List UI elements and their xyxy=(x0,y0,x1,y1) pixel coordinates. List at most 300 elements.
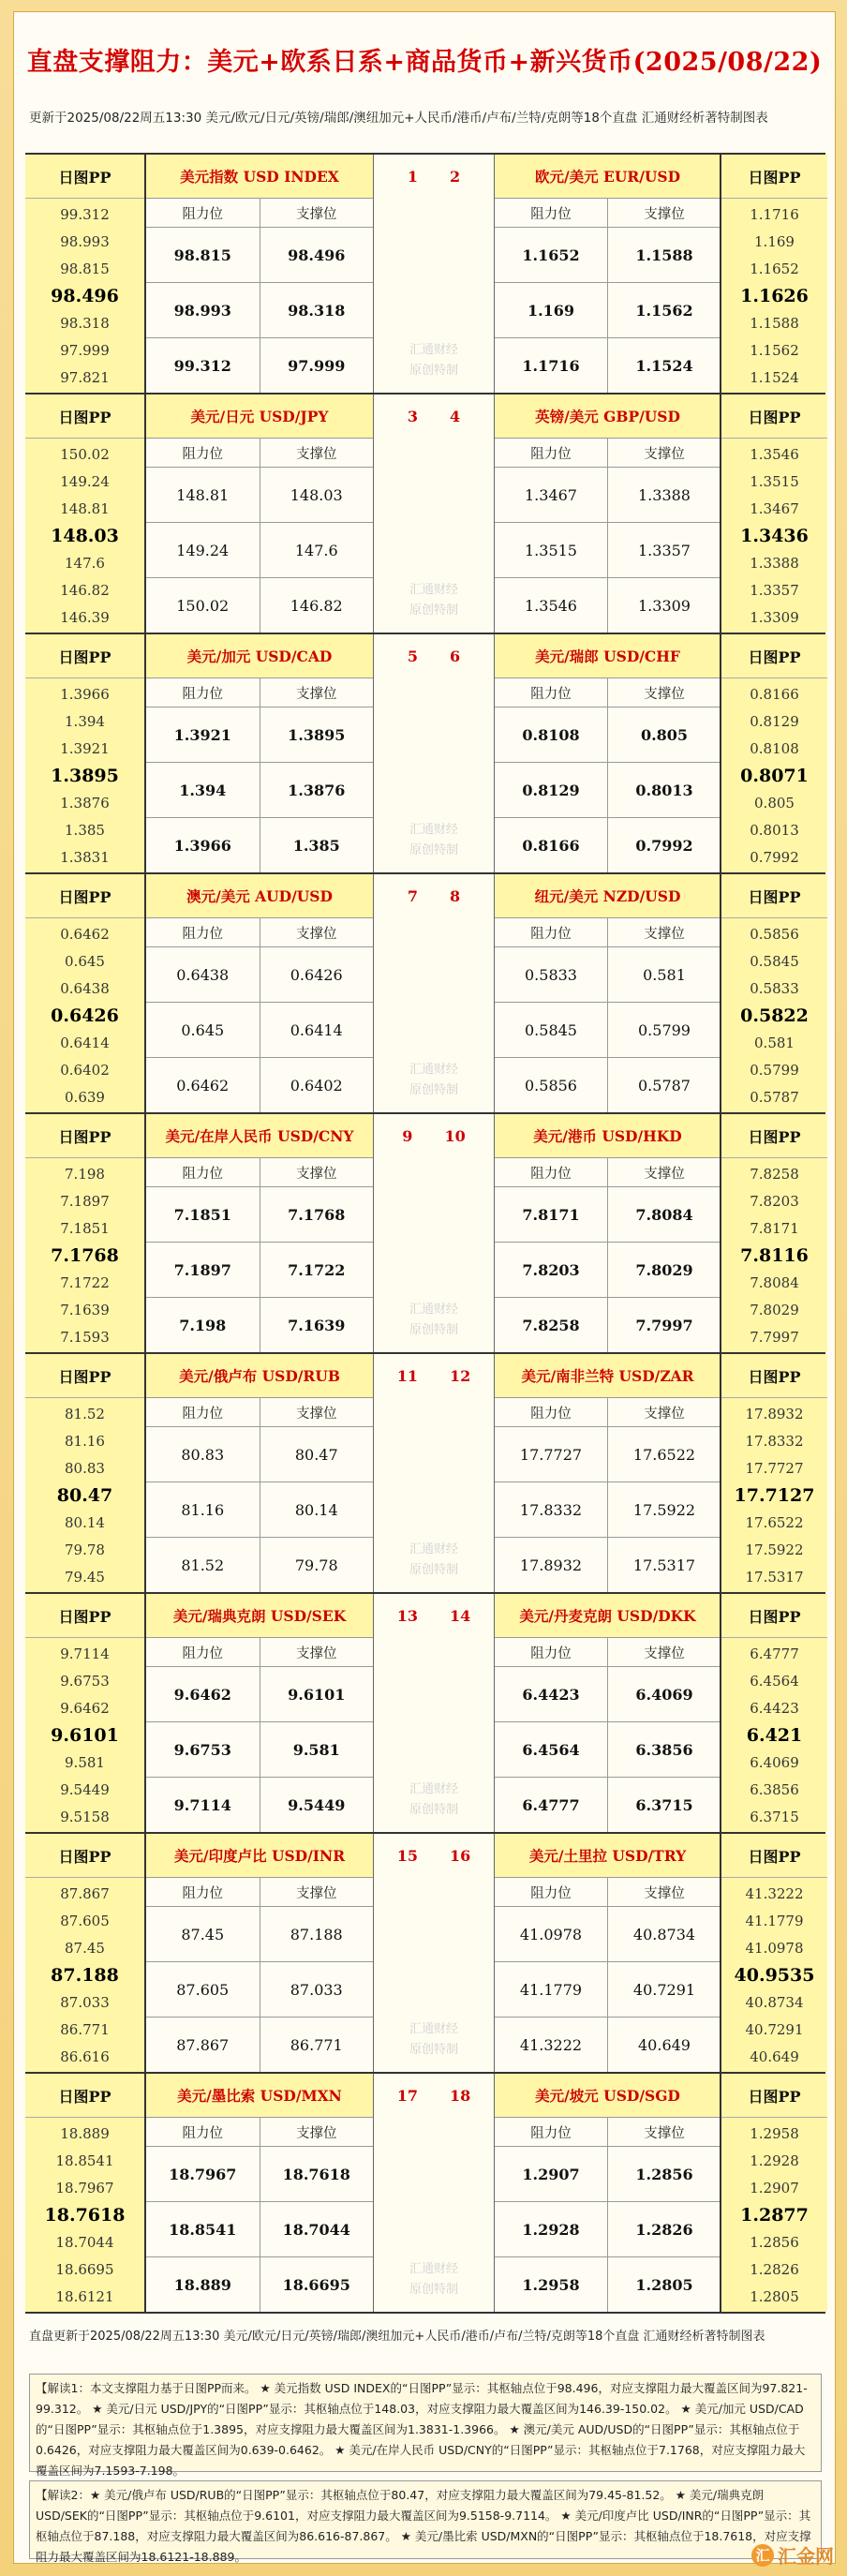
support-value: 7.1768 xyxy=(288,1205,346,1224)
pivot-value: 0.5822 xyxy=(740,1005,809,1026)
level-table-left xyxy=(146,1594,374,1832)
pair-name: 欧元/美元 EUR/USD xyxy=(495,155,721,199)
table-row xyxy=(146,947,373,1003)
resistance-value: 0.5845 xyxy=(495,1003,608,1057)
pp-level: 0.581 xyxy=(754,1034,795,1051)
table-row xyxy=(146,283,373,338)
table-row xyxy=(495,1243,721,1298)
pp-level: 1.3467 xyxy=(750,499,799,517)
pp-level: 1.2907 xyxy=(750,2179,799,2196)
pair-number: 11 xyxy=(396,1366,418,1385)
pair-name: 美元/丹麦克朗 USD/DKK xyxy=(495,1594,721,1638)
pivot-value: 1.2877 xyxy=(740,2204,809,2226)
resistance-value: 0.5856 xyxy=(495,1058,608,1112)
pp-level: 1.3966 xyxy=(60,685,110,703)
table-row xyxy=(495,2257,721,2312)
support-value: 7.8084 xyxy=(635,1205,693,1224)
support-value: 0.7992 xyxy=(635,836,693,855)
pair-name: 美元/港币 USD/HKD xyxy=(495,1114,721,1158)
table-row xyxy=(495,468,721,523)
table-row xyxy=(495,1538,721,1592)
pp-level: 99.312 xyxy=(60,205,110,223)
pp-column-right xyxy=(720,2074,827,2312)
level-table-left xyxy=(146,1114,374,1352)
table-row xyxy=(495,818,721,872)
site-logo xyxy=(751,2541,834,2569)
watermark-text: 原创特制 xyxy=(409,2043,458,2057)
pp-level: 1.3876 xyxy=(60,794,110,812)
pair-name: 美元/日元 USD/JPY xyxy=(146,395,373,439)
table-row xyxy=(495,283,721,338)
pair-block xyxy=(25,393,825,633)
resistance-value: 18.8541 xyxy=(146,2202,260,2256)
pp-level: 1.3921 xyxy=(60,739,110,757)
table-row xyxy=(146,523,373,578)
watermark-text: 汇通财经 xyxy=(409,2262,458,2276)
resistance-value: 98.993 xyxy=(146,283,260,337)
support-header: 支撑位 xyxy=(296,686,337,702)
pp-level: 17.8332 xyxy=(745,1432,804,1450)
pp-level: 6.4777 xyxy=(750,1645,799,1662)
table-header xyxy=(495,439,721,468)
support-header: 支撑位 xyxy=(644,446,685,462)
pair-numbers xyxy=(374,874,494,917)
table-header xyxy=(146,1158,373,1187)
support-value: 9.581 xyxy=(292,1740,340,1759)
resistance-value: 1.2958 xyxy=(495,2257,608,2312)
pp-header: 日图PP xyxy=(25,1354,144,1398)
pair-block xyxy=(25,1112,825,1352)
pp-level: 148.81 xyxy=(60,499,110,517)
pair-number: 6 xyxy=(450,647,461,665)
level-table-left xyxy=(146,874,374,1112)
support-header: 支撑位 xyxy=(644,686,685,702)
watermark xyxy=(374,1540,494,1581)
watermark-text: 汇通财经 xyxy=(409,1542,458,1556)
pp-level: 1.3388 xyxy=(750,554,799,572)
pair-name: 美元/墨比索 USD/MXN xyxy=(146,2074,373,2118)
table-header xyxy=(495,1638,721,1667)
table-row xyxy=(495,1427,721,1482)
resistance-value: 1.3467 xyxy=(495,468,608,522)
pp-column-right xyxy=(720,874,827,1112)
pp-level: 7.1851 xyxy=(60,1219,110,1237)
pp-header: 日图PP xyxy=(25,874,144,918)
support-value: 7.7997 xyxy=(635,1316,693,1334)
resist-header: 阻力位 xyxy=(146,1158,260,1186)
support-header: 支撑位 xyxy=(296,1885,337,1901)
pair-number: 3 xyxy=(407,407,418,425)
pp-level: 1.2856 xyxy=(750,2233,799,2251)
resist-header: 阻力位 xyxy=(495,1878,608,1906)
pp-level: 18.6695 xyxy=(55,2260,114,2278)
watermark-text: 汇通财经 xyxy=(409,1063,458,1077)
support-value: 9.6101 xyxy=(288,1685,346,1704)
support-value: 0.581 xyxy=(643,965,686,984)
resist-header: 阻力位 xyxy=(146,918,260,946)
pp-header: 日图PP xyxy=(25,1834,144,1878)
pair-block xyxy=(25,1352,825,1592)
pp-header: 日图PP xyxy=(721,1834,827,1878)
table-row xyxy=(146,338,373,393)
table-row xyxy=(495,947,721,1003)
support-value: 0.6426 xyxy=(290,965,343,984)
watermark xyxy=(374,580,494,621)
pp-level: 41.0978 xyxy=(745,1939,804,1957)
table-header xyxy=(146,2118,373,2147)
support-value: 7.1722 xyxy=(288,1260,346,1279)
support-header: 支撑位 xyxy=(644,1166,685,1182)
support-value: 86.771 xyxy=(290,2035,343,2054)
resist-header: 阻力位 xyxy=(495,678,608,707)
watermark-text: 原创特制 xyxy=(409,1803,458,1817)
pair-numbers xyxy=(374,1114,494,1157)
watermark-text: 汇通财经 xyxy=(409,1303,458,1317)
pp-column-right xyxy=(720,1114,827,1352)
pp-level: 87.033 xyxy=(60,1993,110,2011)
support-value: 1.385 xyxy=(292,836,340,855)
resistance-value: 1.1716 xyxy=(495,338,608,393)
level-table-right xyxy=(494,1834,721,2072)
table-row xyxy=(146,818,373,872)
pair-number: 17 xyxy=(396,2086,418,2105)
resistance-value: 0.645 xyxy=(146,1003,260,1057)
resistance-value: 1.1652 xyxy=(495,228,608,282)
pp-header: 日图PP xyxy=(721,1354,827,1398)
pp-level: 146.39 xyxy=(60,608,110,626)
resistance-value: 0.8166 xyxy=(495,818,608,872)
table-row xyxy=(146,1778,373,1832)
center-column xyxy=(374,1114,494,1352)
support-value: 98.496 xyxy=(288,246,346,264)
pp-column-right xyxy=(720,1354,827,1592)
resistance-value: 0.6438 xyxy=(146,947,260,1002)
resist-header: 阻力位 xyxy=(146,1638,260,1666)
support-value: 79.78 xyxy=(294,1556,338,1574)
pp-level: 6.4564 xyxy=(750,1672,799,1690)
watermark-text: 汇通财经 xyxy=(409,343,458,357)
resist-header: 阻力位 xyxy=(495,439,608,467)
support-value: 147.6 xyxy=(294,541,338,559)
pivot-value: 40.9535 xyxy=(734,1964,815,1986)
table-header xyxy=(146,439,373,468)
level-table-right xyxy=(494,155,721,393)
pp-level: 40.8734 xyxy=(745,1993,804,2011)
level-table-right xyxy=(494,1114,721,1352)
pp-level: 17.5317 xyxy=(745,1568,804,1586)
pp-level: 1.1588 xyxy=(750,314,799,332)
pp-header: 日图PP xyxy=(25,155,144,199)
watermark-text: 汇通财经 xyxy=(409,1782,458,1796)
support-value: 1.3357 xyxy=(638,541,691,559)
pp-level: 0.645 xyxy=(65,952,105,970)
support-header: 支撑位 xyxy=(644,2125,685,2141)
support-value: 146.82 xyxy=(290,596,343,615)
center-column xyxy=(374,155,494,393)
resist-header: 阻力位 xyxy=(146,1398,260,1426)
pp-column-left xyxy=(25,1594,146,1832)
pp-level: 98.318 xyxy=(60,314,110,332)
pp-level: 7.1722 xyxy=(60,1273,110,1291)
table-row xyxy=(146,1722,373,1778)
pp-level: 0.8129 xyxy=(750,712,799,730)
pp-level: 0.5799 xyxy=(750,1061,799,1079)
pp-level: 17.6522 xyxy=(745,1513,804,1531)
pair-number: 18 xyxy=(450,2086,471,2105)
pp-level: 0.6462 xyxy=(60,925,110,943)
support-value: 17.5922 xyxy=(632,1500,696,1519)
table-row xyxy=(146,1667,373,1722)
support-value: 6.4069 xyxy=(635,1685,693,1704)
support-value: 17.5317 xyxy=(632,1556,696,1574)
resistance-value: 6.4423 xyxy=(495,1667,608,1721)
table-row xyxy=(146,1058,373,1112)
support-header: 支撑位 xyxy=(644,206,685,222)
table-row xyxy=(146,1962,373,2018)
pp-level: 17.5922 xyxy=(745,1541,804,1558)
table-row xyxy=(146,2147,373,2202)
table-header xyxy=(495,2118,721,2147)
watermark-text: 原创特制 xyxy=(409,603,458,618)
pair-name: 澳元/美元 AUD/USD xyxy=(146,874,373,918)
pivot-value: 1.3895 xyxy=(51,765,119,786)
table-row xyxy=(495,1187,721,1243)
pp-level: 1.394 xyxy=(65,712,105,730)
pp-level: 149.24 xyxy=(60,472,110,490)
resistance-value: 9.6753 xyxy=(146,1722,260,1777)
pivot-value: 87.188 xyxy=(51,1964,119,1986)
support-value: 0.5787 xyxy=(638,1076,691,1094)
table-header xyxy=(495,918,721,947)
pair-name: 美元/在岸人民币 USD/CNY xyxy=(146,1114,373,1158)
resistance-value: 1.3921 xyxy=(146,707,260,762)
pp-level: 0.5845 xyxy=(750,952,799,970)
pair-number: 8 xyxy=(450,886,461,905)
support-value: 7.8029 xyxy=(635,1260,693,1279)
pp-level: 0.6402 xyxy=(60,1061,110,1079)
pp-level: 81.16 xyxy=(65,1432,105,1450)
support-value: 6.3856 xyxy=(635,1740,693,1759)
chart-frame xyxy=(13,11,836,2564)
level-table-right xyxy=(494,1594,721,1832)
pp-header: 日图PP xyxy=(25,395,144,439)
table-header xyxy=(146,1398,373,1427)
pp-header: 日图PP xyxy=(25,1594,144,1638)
pp-column-right xyxy=(720,155,827,393)
pp-header: 日图PP xyxy=(721,634,827,678)
pp-level: 1.1562 xyxy=(750,341,799,359)
resistance-value: 9.7114 xyxy=(146,1778,260,1832)
table-row xyxy=(146,1538,373,1592)
pp-level: 1.169 xyxy=(754,232,795,250)
pp-level: 0.5787 xyxy=(750,1088,799,1106)
support-header: 支撑位 xyxy=(296,2125,337,2141)
resistance-value: 149.24 xyxy=(146,523,260,577)
logo-text: 汇金网 xyxy=(778,2545,834,2568)
support-header: 支撑位 xyxy=(296,926,337,942)
table-row xyxy=(146,763,373,818)
pair-name: 美元/印度卢比 USD/INR xyxy=(146,1834,373,1878)
level-table-right xyxy=(494,634,721,872)
table-row xyxy=(146,1187,373,1243)
resistance-value: 17.8932 xyxy=(495,1538,608,1592)
pp-level: 17.7727 xyxy=(745,1459,804,1477)
pair-block xyxy=(25,872,825,1112)
level-table-right xyxy=(494,874,721,1112)
resist-header: 阻力位 xyxy=(495,199,608,227)
center-column xyxy=(374,395,494,633)
watermark xyxy=(374,340,494,381)
center-column xyxy=(374,2074,494,2312)
pivot-value: 9.6101 xyxy=(51,1724,119,1746)
resistance-value: 18.889 xyxy=(146,2257,260,2312)
table-row xyxy=(146,707,373,763)
pp-level: 9.581 xyxy=(65,1753,105,1771)
support-header: 支撑位 xyxy=(644,1406,685,1422)
resistance-value: 1.2907 xyxy=(495,2147,608,2201)
support-header: 支撑位 xyxy=(644,1645,685,1661)
pair-block xyxy=(25,1832,825,2072)
pp-level: 41.1779 xyxy=(745,1912,804,1929)
resistance-value: 7.8203 xyxy=(495,1243,608,1297)
pp-level: 9.6462 xyxy=(60,1699,110,1717)
support-value: 1.1524 xyxy=(635,356,693,375)
watermark-text: 原创特制 xyxy=(409,843,458,857)
update-line: 更新于2025/08/22周五13:30 美元/欧元/日元/英镑/瑞郎/澳纽加元+人民币/港币/卢布/兰特/克朗等18个直盘 汇通财经析著特制图表 xyxy=(29,111,768,126)
pair-name: 美元/瑞典克朗 USD/SEK xyxy=(146,1594,373,1638)
pair-name: 美元/土里拉 USD/TRY xyxy=(495,1834,721,1878)
center-column xyxy=(374,1594,494,1832)
pp-header: 日图PP xyxy=(721,1594,827,1638)
pp-level: 1.3546 xyxy=(750,445,799,463)
resistance-value: 98.815 xyxy=(146,228,260,282)
support-header: 支撑位 xyxy=(296,446,337,462)
pp-level: 6.3856 xyxy=(750,1780,799,1798)
pp-level: 9.5158 xyxy=(60,1808,110,1825)
pp-level: 41.3222 xyxy=(745,1884,804,1902)
table-row xyxy=(146,228,373,283)
table-row xyxy=(146,1427,373,1482)
table-row xyxy=(495,523,721,578)
pp-level: 80.14 xyxy=(65,1513,105,1531)
page-title: 直盘支撑阻力：美元+欧系日系+商品货币+新兴货币(2025/08/22) xyxy=(26,47,823,77)
pair-block xyxy=(25,153,825,393)
support-value: 87.033 xyxy=(290,1980,343,1999)
pp-level: 0.805 xyxy=(754,794,795,812)
table-row xyxy=(495,2202,721,2257)
pp-level: 1.2958 xyxy=(750,2124,799,2142)
level-table-left xyxy=(146,1354,374,1592)
resistance-value: 0.5833 xyxy=(495,947,608,1002)
watermark xyxy=(374,2019,494,2061)
resistance-value: 1.394 xyxy=(146,763,260,817)
support-value: 6.3715 xyxy=(635,1795,693,1814)
support-value: 1.1562 xyxy=(635,301,693,320)
pp-level: 87.867 xyxy=(60,1884,110,1902)
resistance-value: 41.1779 xyxy=(495,1962,608,2017)
resistance-value: 1.3546 xyxy=(495,578,608,633)
pair-name: 美元/加元 USD/CAD xyxy=(146,634,373,678)
pair-name: 英镑/美元 GBP/USD xyxy=(495,395,721,439)
table-row xyxy=(495,1298,721,1352)
center-column xyxy=(374,1834,494,2072)
pp-level: 40.649 xyxy=(750,2047,799,2065)
table-row xyxy=(495,1722,721,1778)
pp-level: 86.616 xyxy=(60,2047,110,2065)
pp-column-left xyxy=(25,874,146,1112)
pp-level: 7.8084 xyxy=(750,1273,799,1291)
pp-level: 0.6414 xyxy=(60,1034,110,1051)
resistance-value: 81.52 xyxy=(146,1538,260,1592)
pp-column-right xyxy=(720,395,827,633)
support-value: 9.5449 xyxy=(288,1795,346,1814)
support-value: 98.318 xyxy=(288,301,346,320)
resistance-value: 87.45 xyxy=(146,1907,260,1961)
pp-level: 1.385 xyxy=(65,821,105,839)
pp-header: 日图PP xyxy=(721,395,827,439)
pp-level: 18.889 xyxy=(60,2124,110,2142)
table-row xyxy=(146,1907,373,1962)
pp-level: 18.6121 xyxy=(55,2287,114,2305)
pp-level: 1.3309 xyxy=(750,608,799,626)
center-column xyxy=(374,634,494,872)
table-row xyxy=(146,1003,373,1058)
level-table-right xyxy=(494,2074,721,2312)
pp-column-left xyxy=(25,155,146,393)
pair-name: 美元/南非兰特 USD/ZAR xyxy=(495,1354,721,1398)
center-column xyxy=(374,1354,494,1592)
pp-level: 6.3715 xyxy=(750,1808,799,1825)
pp-level: 150.02 xyxy=(60,445,110,463)
pp-level: 1.2805 xyxy=(750,2287,799,2305)
pair-number: 1 xyxy=(407,167,418,186)
pair-name: 美元指数 USD INDEX xyxy=(146,155,373,199)
support-value: 0.8013 xyxy=(635,781,693,799)
resistance-value: 7.198 xyxy=(146,1298,260,1352)
resistance-value: 0.6462 xyxy=(146,1058,260,1112)
pp-level: 86.771 xyxy=(60,2020,110,2038)
resistance-value: 7.8258 xyxy=(495,1298,608,1352)
pp-level: 97.821 xyxy=(60,368,110,386)
pivot-value: 17.7127 xyxy=(734,1484,815,1506)
pivot-value: 80.47 xyxy=(56,1484,113,1506)
pp-level: 98.815 xyxy=(60,260,110,277)
support-value: 1.3876 xyxy=(288,781,346,799)
pp-level: 147.6 xyxy=(65,554,105,572)
pair-numbers xyxy=(374,1594,494,1637)
pair-number: 13 xyxy=(396,1606,418,1625)
support-value: 1.1588 xyxy=(635,246,693,264)
pair-block xyxy=(25,2072,825,2314)
pp-column-left xyxy=(25,1354,146,1592)
pp-header: 日图PP xyxy=(721,2074,827,2118)
pp-level: 0.5833 xyxy=(750,979,799,997)
pp-level: 1.2826 xyxy=(750,2260,799,2278)
resist-header: 阻力位 xyxy=(495,1638,608,1666)
resistance-value: 7.1897 xyxy=(146,1243,260,1297)
support-value: 40.8734 xyxy=(632,1925,696,1943)
support-value: 0.5799 xyxy=(638,1020,691,1039)
support-value: 18.7618 xyxy=(282,2165,350,2183)
pp-level: 18.8541 xyxy=(55,2152,114,2169)
watermark-text: 原创特制 xyxy=(409,1563,458,1577)
pp-level: 146.82 xyxy=(60,581,110,599)
pp-column-left xyxy=(25,1114,146,1352)
resistance-value: 9.6462 xyxy=(146,1667,260,1721)
pp-level: 18.7044 xyxy=(55,2233,114,2251)
resist-header: 阻力位 xyxy=(495,918,608,946)
support-value: 40.649 xyxy=(638,2035,691,2054)
